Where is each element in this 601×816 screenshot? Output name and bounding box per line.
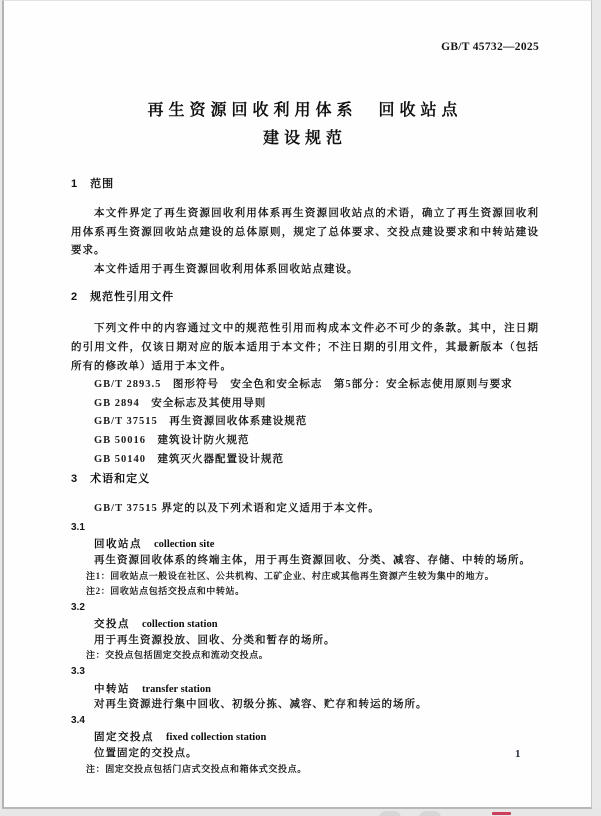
toolbar-button-partial-icon[interactable] [418,811,442,816]
term-entry-3-4 [71,713,539,777]
section-heading-terms: 3 术语和定义 [71,473,151,486]
term-entry-3-1 [71,520,539,600]
terms-list [71,520,539,778]
section-heading-normative-references: 2 规范性引用文件 [71,291,175,304]
term-definition: 用于再生资源投放、回收、分类和暂存的场所。 [94,634,336,646]
reference-item: GB 50016 建筑设计防火规范 [94,434,250,446]
standard-number: GB/T 45732—2025 [441,41,539,53]
term-number: 3.4 [71,714,85,726]
term-note: 注：固定交投点包括门店式交投点和箱体式交投点。 [86,763,307,774]
document-page [2,0,592,809]
term-number: 3.2 [71,601,85,613]
document-title-line2: 建设规范 [262,130,347,147]
document-title [71,97,539,153]
term-name-en: transfer station [142,683,211,695]
page-content [4,1,591,808]
scope-paragraph-2: 本文件适用于再生资源回收利用体系回收站点建设。 [94,263,359,275]
document-title-line1: 再生资源回收利用体系 回收站点 [147,102,463,119]
term-definition: 对再生资源进行集中回收、初级分拣、减容、贮存和转运的场所。 [94,699,428,711]
term-name-en: collection station [142,619,218,631]
term-definition: 位置固定的交投点。 [94,748,198,760]
bottom-toolbar-strip [0,809,601,816]
normative-intro-paragraph: 下列文件中的内容通过文中的规范性引用而构成本文件必不可少的条款。其中，注日期的引用文件，仅该日期对应的版本适用于本文件；不注日期的引用文件，其最新版本（包括所有的修改单）适用于本文件。 [71,323,539,372]
active-indicator-bar [492,812,511,815]
term-entry-3-3 [71,664,539,713]
reference-item: GB/T 37515 再生资源回收体系建设规范 [94,416,308,428]
term-definition: 再生资源回收体系的终端主体，用于再生资源回收、分类、减容、存储、中转的场所。 [94,554,531,566]
term-name [71,535,539,553]
normative-reference-list [71,376,539,469]
term-name-en: fixed collection station [166,732,267,744]
term-note: 注：交投点包括固定交投点和流动交投点。 [86,650,269,661]
toolbar-button-partial-icon[interactable] [378,811,402,816]
reference-item: GB 2894 安全标志及其使用导则 [94,397,267,409]
term-name [71,615,539,633]
term-name-zh: 固定交投点 [94,731,154,744]
term-entry-3-2 [71,600,539,664]
section-heading-scope: 1 范围 [71,178,115,190]
reference-item: GB/T 2893.5 图形符号 安全色和安全标志 第5部分：安全标志使用原则与要求 [94,379,513,391]
page-number: 1 [515,748,521,760]
terms-intro-paragraph: GB/T 37515 界定的以及下列术语和定义适用于本文件。 [94,503,380,515]
term-name [71,680,539,698]
term-number: 3.3 [71,666,85,678]
scope-paragraph-1: 本文件界定了再生资源回收利用体系再生资源回收站点的术语，确立了再生资源回收利用体系再生资源回收站点建设的总体原则，规定了总体要求、交投点建设要求和中转站建设要求。 [71,208,539,257]
term-note: 注1：回收站点一般设在社区、公共机构、工矿企业、村庄或其他再生资源产生较为集中的地方。 [86,570,495,581]
term-name [71,728,539,746]
term-name-zh: 中转站 [94,682,130,695]
reference-item: GB 50140 建筑灭火器配置设计规范 [94,453,285,465]
term-name-zh: 交投点 [94,618,130,631]
term-number: 3.1 [71,521,85,533]
term-name-en: collection site [154,539,215,551]
term-name-zh: 回收站点 [94,538,142,551]
term-note: 注2：回收站点包括交投点和中转站。 [86,586,245,597]
